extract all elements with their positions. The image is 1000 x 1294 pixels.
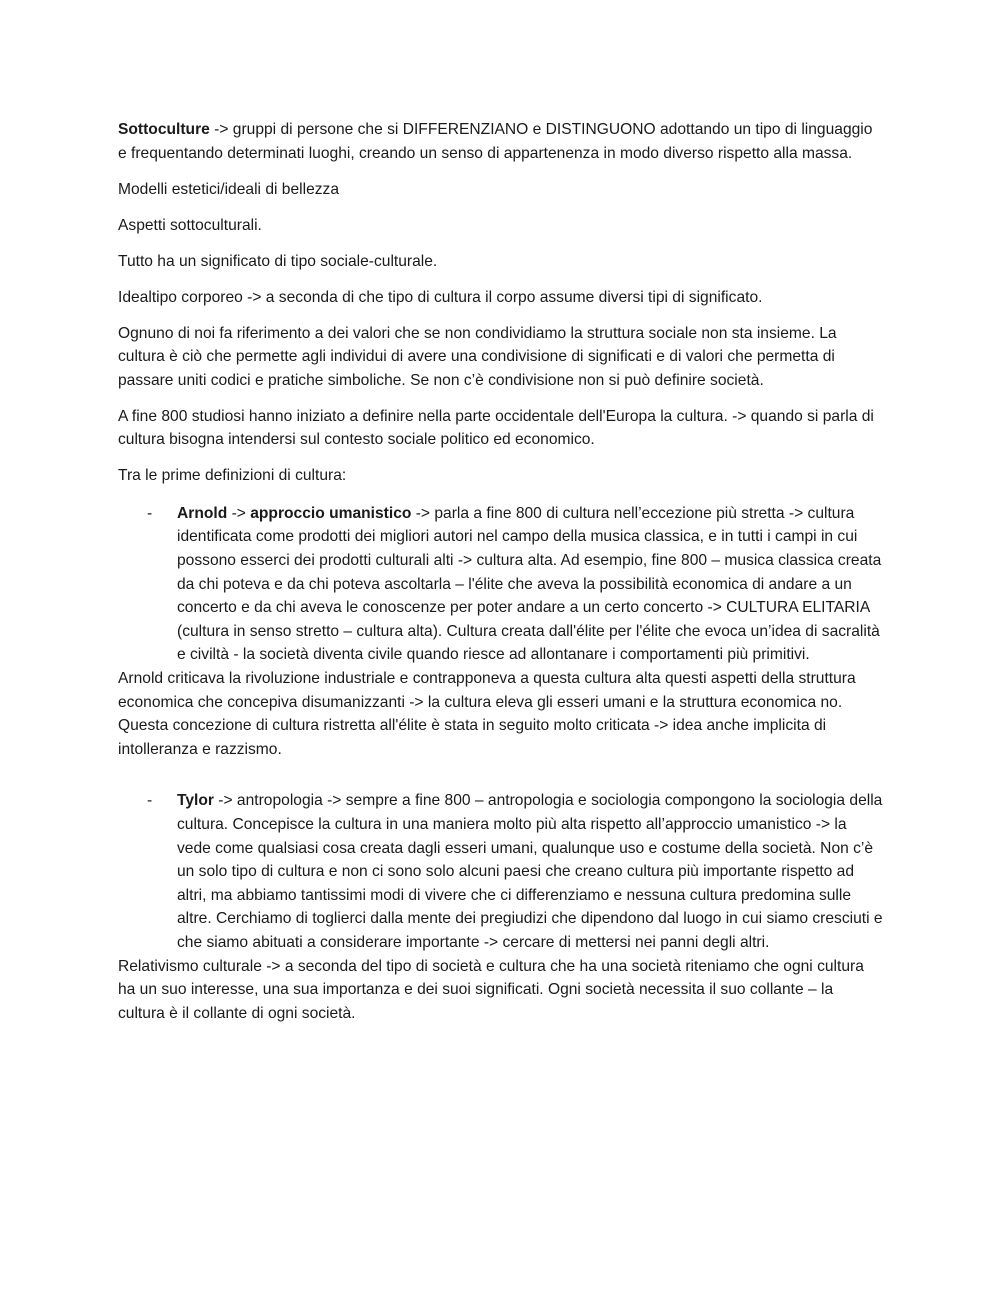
tylor-description: -> antropologia -> sempre a fine 800 – antropologia e sociologia compongono la sociologia della cultura. Concepisce la cultura in una maniera molto più alta rispetto all’approccio umanistico -> la vede come qualsiasi cosa creata dagli esseri umani, qualunque uso e costume della società. Non c’è un solo tipo di cultura e non ci sono solo alcuni paesi che creano cultura più importante rispetto ad altri, ma abbiamo tantissimi modi di vivere che ci differenziamo e nessuna cultura predomina sulle altre. Cerchiamo di toglierci dalla mente dei pregiudizi che dipendono dal luogo in cui siamo cresciuti e che siamo abituati a considerare importante -> cercare di mettersi nei panni degli altri. (177, 792, 883, 951)
paragraph-prime-definizioni: Tra le prime definizioni di cultura: (118, 467, 347, 485)
arnold-arrow: -> (227, 504, 251, 522)
paragraph-aspetti-sottoculturali: Aspetti sottoculturali. (118, 216, 262, 234)
bullet-dash: - (147, 504, 153, 522)
list-item-arnold (118, 502, 884, 667)
paragraph-significato-sociale: Tutto ha un significato di tipo sociale-culturale. (118, 252, 438, 270)
paragraph-valori-condivisione: Ognuno di noi fa riferimento a dei valori che se non condividiamo la struttura sociale non sta insieme. La cultura è ciò che permette agli individui di avere una condivisione di significati e di valori che permetta di passare uniti codici e pratiche simboliche. Se non c’è condivisione non si può definire società. (118, 324, 837, 389)
paragraph-sottoculture (118, 118, 884, 165)
paragraph-modelli-estetici: Modelli estetici/ideali di bellezza (118, 180, 340, 198)
blank-line (118, 761, 884, 785)
paragraph-relativismo-culturale: Relativismo culturale -> a seconda del tipo di società e cultura che ha una società riteniamo che ogni cultura ha un suo interesse, una sua importanza e dei suoi significati. Ogni società necessita il suo collante – la cultura è il collante di ogni società. (118, 957, 864, 1022)
paragraph-arnold-critica: Arnold criticava la rivoluzione industriale e contrapponeva a questa cultura alta questi aspetti della struttura economica che concepiva disumanizzanti -> la cultura eleva gli esseri umani e la struttura economica no. (118, 670, 856, 711)
paragraph-fine-800: A fine 800 studiosi hanno iniziato a definire nella parte occidentale dell'Europa la cultura. -> quando si parla di cultura bisogna intendersi sul contesto sociale politico ed economico. (118, 407, 874, 449)
paragraph-idealtipo-corporeo: Idealtipo corporeo -> a seconda di che tipo di cultura il corpo assume diversi tipi di significato. (118, 288, 763, 306)
arnold-description: -> parla a fine 800 di cultura nell’eccezione più stretta -> cultura identificata come prodotti dei migliori autori nel campo della musica classica, e in tutti i campi in cui possono esserci dei prodotti culturali alti -> cultura alta. Ad esempio, fine 800 – musica classica creata da chi poteva e da chi poteva ascoltarla – l'élite che aveva la possibilità economica di andare a un concerto e da chi aveva le conoscenze per poter andare a un certo concerto -> CULTURA ELITARIA (cultura in senso stretto – cultura alta). Cultura creata dall'élite per l'élite che evoca un’idea di sacralità e civiltà - la società diventa civile quando riesce ad allontanare i comportamenti più primitivi. (177, 504, 882, 664)
sottoculture-definition: -> gruppi di persone che si DIFFERENZIANO e DISTINGUONO adottando un tipo di linguaggio e frequentando determinati luoghi, creando un senso di appartenenza in modo diverso rispetto alla massa. (118, 121, 873, 162)
paragraph-concezione-criticata: Questa concezione di cultura ristretta all'élite è stata in seguito molto criticata -> idea anche implicita di intolleranza e razzismo. (118, 717, 827, 758)
bullet-dash: - (147, 792, 153, 810)
list-item-tylor (118, 789, 884, 954)
document-page (118, 118, 884, 1025)
term-sottoculture: Sottoculture (118, 121, 210, 138)
term-arnold: Arnold (177, 504, 228, 522)
term-tylor: Tylor (177, 792, 214, 810)
term-approccio-umanistico: approccio umanistico (250, 504, 412, 522)
